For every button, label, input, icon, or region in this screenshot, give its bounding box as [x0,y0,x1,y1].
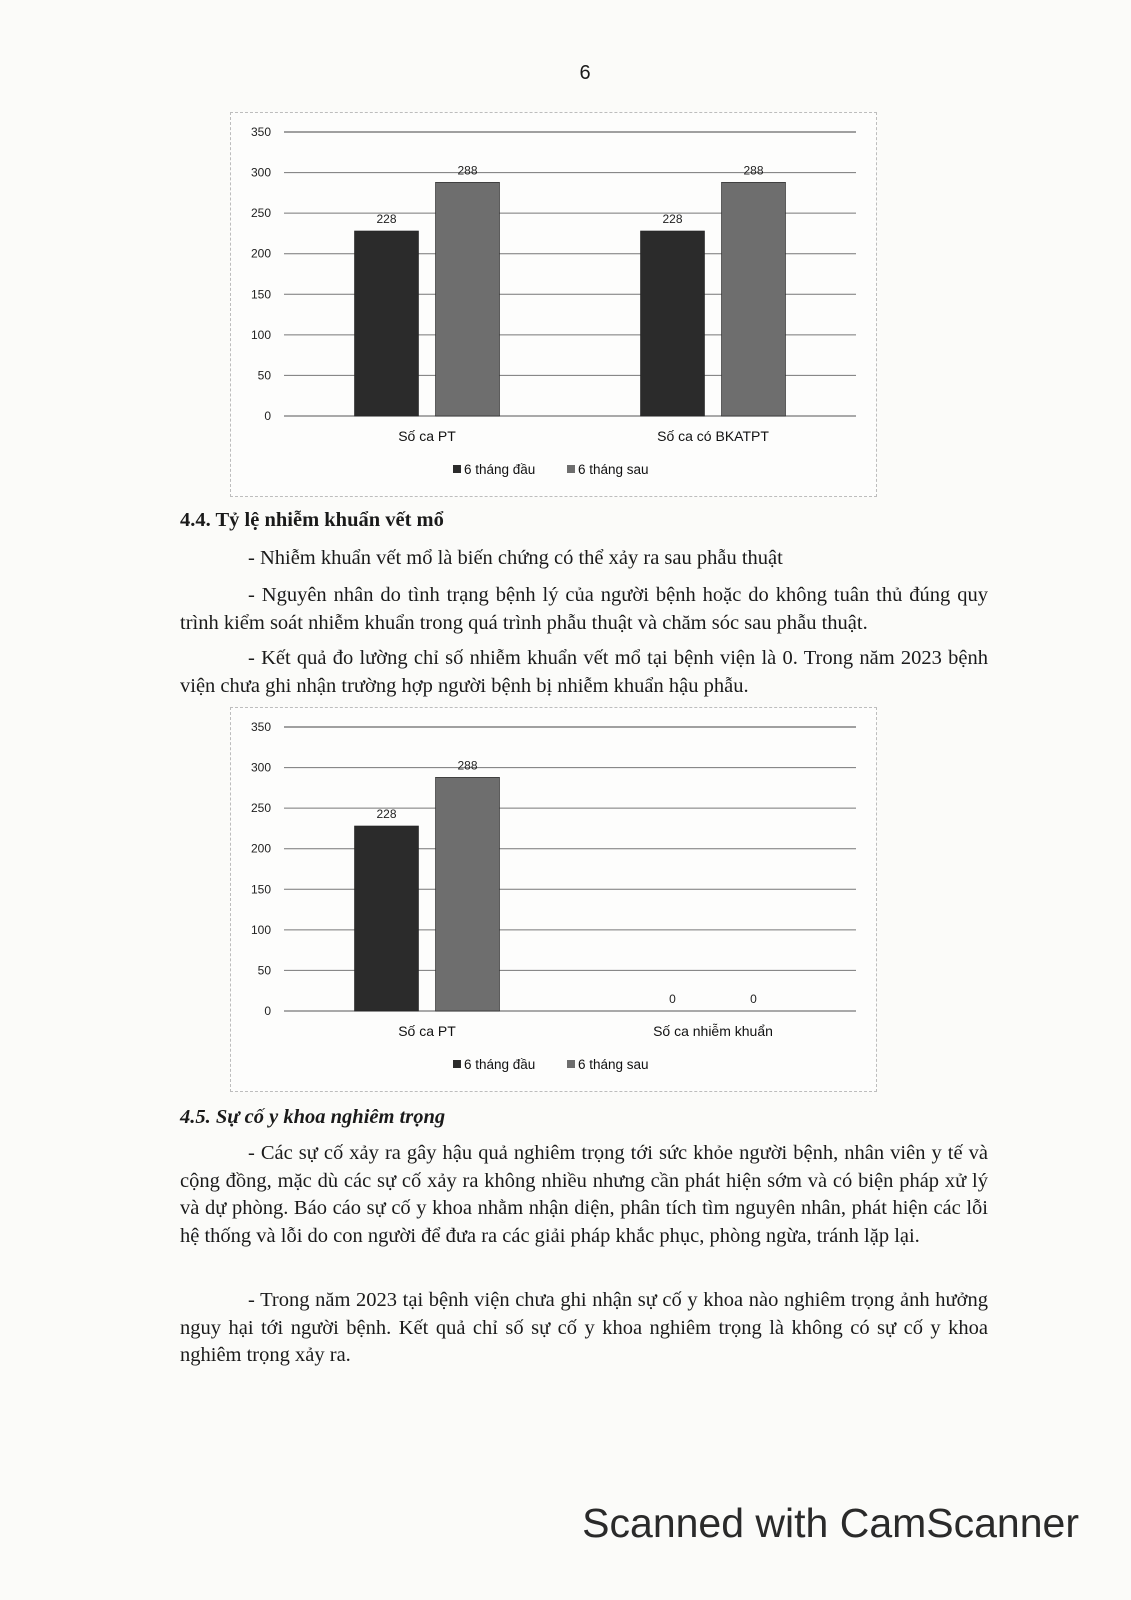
y-tick-label: 150 [250,882,271,897]
legend-swatch [453,465,461,473]
data-label: 0 [669,992,676,1006]
data-label: 228 [376,211,397,226]
data-label: 228 [376,806,397,821]
data-label: 0 [750,992,757,1006]
y-tick-label: 350 [250,720,271,734]
y-tick-label: 0 [264,1004,271,1018]
y-tick-label: 300 [250,165,271,180]
data-label: 288 [457,758,478,773]
y-tick-label: 200 [250,841,271,856]
category-label: Số ca PT [398,428,456,444]
camscanner-watermark: Scanned with CamScanner [582,1500,1079,1546]
legend-swatch [567,1060,575,1068]
legend-label: 6 tháng đầu [464,462,536,477]
section-heading-4-4: 4.4. Tỷ lệ nhiễm khuẩn vết mổ [180,509,444,531]
bar [355,231,419,416]
section-heading-4-5: 4.5. Sự cố y khoa nghiêm trọng [180,1106,446,1128]
chart-infection-cases [230,707,877,1092]
data-label: 288 [743,163,764,178]
category-label: Số ca có BKATPT [657,428,769,444]
category-label: Số ca PT [398,1023,456,1039]
y-tick-label: 50 [257,963,271,978]
bar [355,826,419,1011]
y-tick-label: 0 [264,409,271,423]
y-tick-label: 100 [250,922,271,937]
chart-svg [231,113,876,496]
legend-swatch [453,1060,461,1068]
legend-label: 6 tháng đầu [464,1057,536,1072]
bar [436,777,500,1011]
chart-svg [231,708,876,1091]
bar [722,182,786,416]
paragraph: - Nguyên nhân do tình trạng bệnh lý của người bệnh hoặc do không tuân thủ đúng quy trình kiểm soát nhiễm khuẩn trong quá trình phẫu thuật và chăm sóc sau phẫu thuật. [180,584,988,634]
y-tick-label: 250 [250,801,271,816]
legend-label: 6 tháng sau [578,462,649,477]
legend-label: 6 tháng sau [578,1057,649,1072]
paragraph: - Nhiễm khuẩn vết mổ là biến chứng có thể xảy ra sau phẫu thuật [248,547,783,569]
data-label: 288 [457,163,478,178]
bar [436,182,500,416]
y-tick-label: 50 [257,368,271,383]
paragraph: - Trong năm 2023 tại bệnh viện chưa ghi nhận sự cố y khoa nào nghiêm trọng ảnh hưởng nguy hại tới người bệnh. Kết quả chỉ số sự cố y khoa nghiêm trọng là không có sự cố y khoa nghiêm trọng xảy ra. [180,1289,988,1366]
y-tick-label: 250 [250,206,271,221]
y-tick-label: 100 [250,327,271,342]
data-label: 228 [662,211,683,226]
legend-swatch [567,465,575,473]
category-label: Số ca nhiễm khuẩn [653,1023,773,1039]
y-tick-label: 300 [250,760,271,775]
y-tick-label: 200 [250,246,271,261]
chart-surgery-cases [230,112,877,497]
paragraph: - Các sự cố xảy ra gây hậu quả nghiêm trọng tới sức khỏe người bệnh, nhân viên y tế và cộng đồng, mặc dù các sự cố xảy ra không nhiều nhưng cần phát hiện sớm và có biện pháp xử lý và dự phòng. Báo cáo sự cố y khoa nhằm nhận diện, phân tích tìm nguyên nhân, phát hiện các lỗi hệ thống và lỗi do con người để đưa ra các giải pháp khắc phục, phòng ngừa, tránh lặp lại. [180,1142,988,1247]
page-number: 6 [579,62,591,84]
bar [641,231,705,416]
y-tick-label: 150 [250,287,271,302]
paragraph: - Kết quả đo lường chỉ số nhiễm khuẩn vết mổ tại bệnh viện là 0. Trong năm 2023 bệnh viện chưa ghi nhận trường hợp người bệnh bị nhiễm khuẩn hậu phẫu. [180,647,988,697]
y-tick-label: 350 [250,125,271,139]
